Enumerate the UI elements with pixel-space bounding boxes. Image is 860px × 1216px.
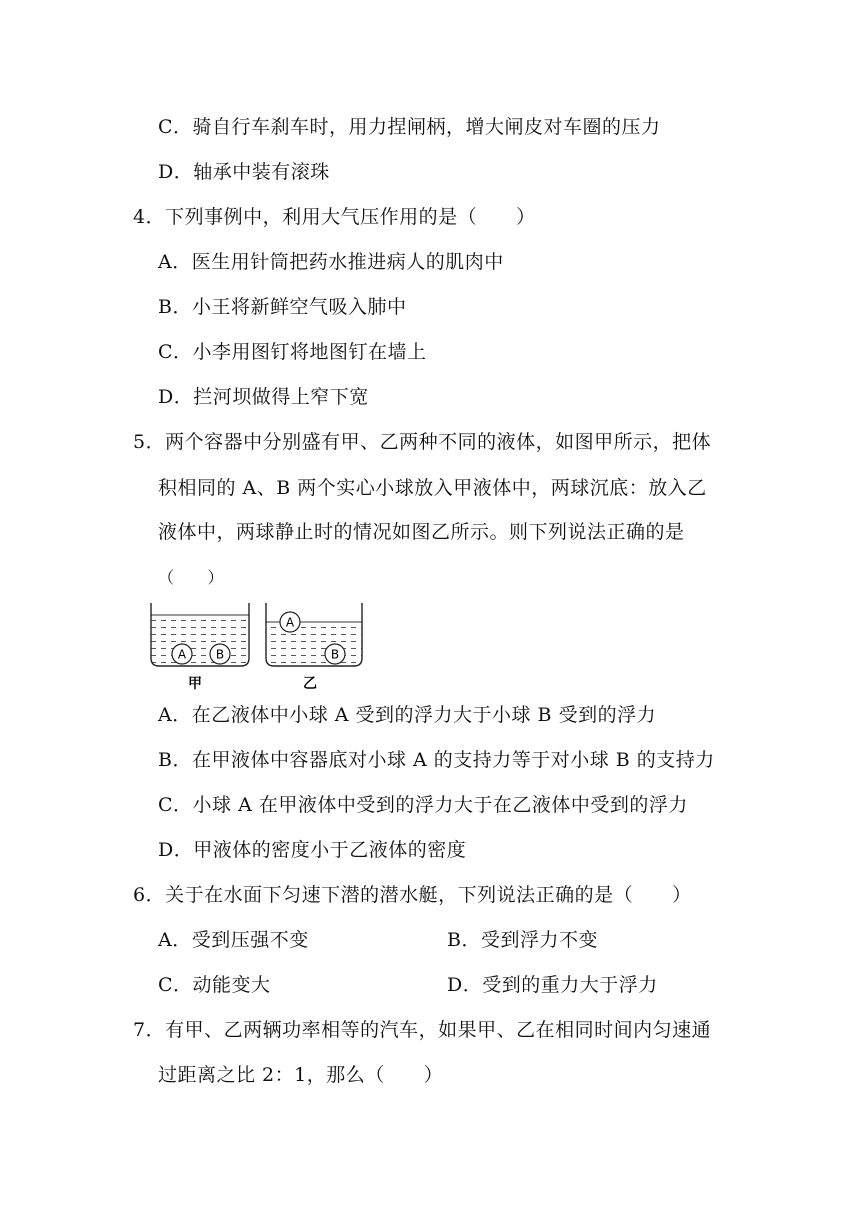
liquid-yi — [266, 622, 362, 666]
option-5d: D．甲液体的密度小于乙液体的密度 — [158, 839, 467, 861]
option-4a: A．医生用针筒把药水推进病人的肌肉中 — [158, 251, 504, 273]
liquid-jia — [151, 615, 249, 666]
question-6: 6．关于在水面下匀速下潜的潜水艇，下列说法正确的是（ ） — [133, 884, 692, 906]
option-4c: C．小李用图钉将地图钉在墙上 — [158, 341, 427, 363]
ball-b-yi — [325, 644, 345, 664]
ball-a-jia — [172, 644, 192, 664]
ball-a-yi — [280, 612, 300, 632]
container-jia — [151, 603, 249, 666]
caption-yi: 乙 — [303, 676, 317, 692]
ball-a-label-yi: A — [285, 615, 295, 630]
option-6b: B．受到浮力不变 — [447, 929, 598, 951]
question-7-line-2: 过距离之比 2：1，那么（ ） — [158, 1064, 444, 1086]
question-5-line-2: 积相同的 A、B 两个实心小球放入甲液体中，两球沉底：放入乙 — [158, 477, 707, 499]
question-4: 4．下列事例中，利用大气压作用的是（ ） — [133, 206, 536, 228]
ball-b-label-jia: B — [215, 647, 225, 662]
ball-b-label-yi: B — [330, 647, 340, 662]
question-5-blank: （ ） — [158, 568, 225, 587]
option-4d: D．拦河坝做得上窄下宽 — [158, 386, 369, 408]
question-7-line-1: 7．有甲、乙两辆功率相等的汽车，如果甲、乙在相同时间内匀速通 — [133, 1019, 712, 1041]
containers-figure — [140, 596, 380, 696]
option-3c: C．骑自行车刹车时，用力捏闸柄，增大闸皮对车圈的压力 — [158, 116, 661, 138]
containers-diagram — [140, 596, 380, 696]
option-3d: D．轴承中装有滚珠 — [158, 161, 330, 183]
container-yi — [266, 603, 362, 666]
option-5c: C．小球 A 在甲液体中受到的浮力大于在乙液体中受到的浮力 — [158, 794, 688, 816]
option-4b: B．小王将新鲜空气吸入肺中 — [158, 296, 407, 318]
option-5b: B．在甲液体中容器底对小球 A 的支持力等于对小球 B 的支持力 — [158, 749, 715, 771]
ball-a-label-jia: A — [177, 647, 187, 662]
question-5-line-1: 5．两个容器中分别盛有甲、乙两种不同的液体，如图甲所示，把体 — [133, 431, 712, 453]
option-5a: A．在乙液体中小球 A 受到的浮力大于小球 B 受到的浮力 — [158, 704, 657, 726]
option-6a: A．受到压强不变 — [158, 929, 309, 951]
option-6c: C．动能变大 — [158, 974, 271, 996]
option-6d: D．受到的重力大于浮力 — [447, 974, 658, 996]
ball-b-jia — [210, 644, 230, 664]
question-5-line-3: 液体中，两球静止时的情况如图乙所示。则下列说法正确的是 — [158, 521, 685, 543]
caption-jia: 甲 — [188, 676, 202, 692]
